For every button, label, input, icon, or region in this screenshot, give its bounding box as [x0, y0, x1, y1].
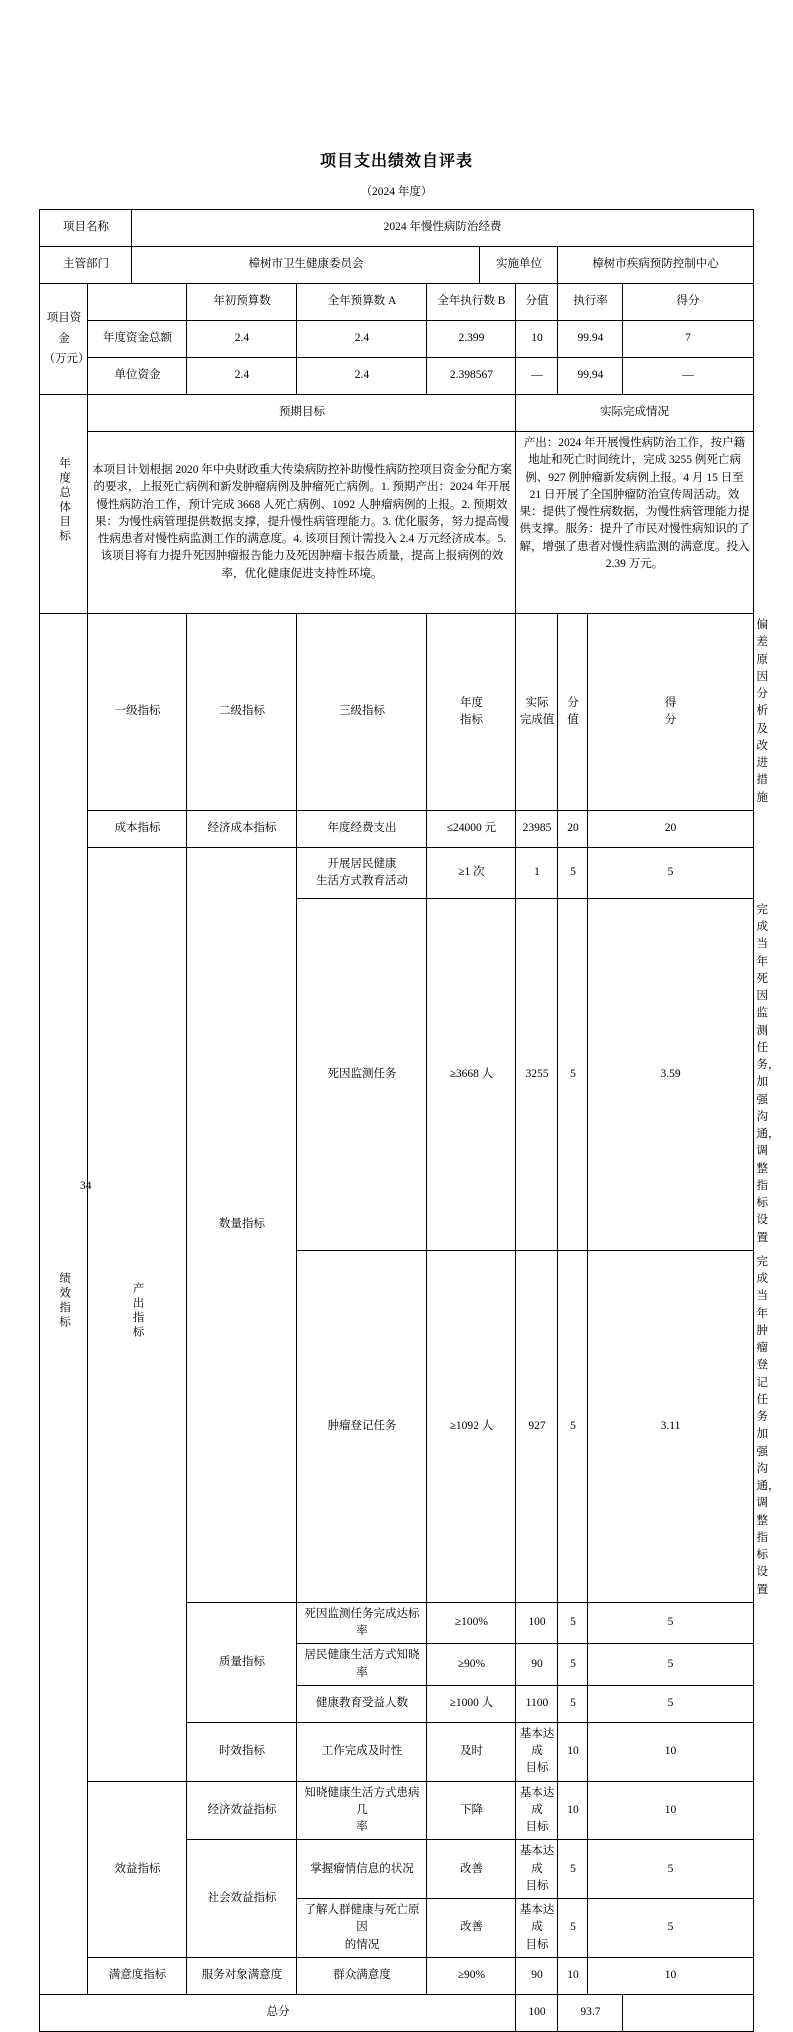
- funds-col-exec-rate: 执行率: [558, 284, 623, 321]
- col-level1-header: 一级指标: [88, 614, 187, 811]
- score-points: 5: [588, 1840, 753, 1899]
- level3-lifestyle-awareness: 居民健康生活方式知晓率: [297, 1644, 427, 1686]
- level1-satisfaction: 满意度指标: [88, 1957, 187, 1994]
- col-annual-target-header: 年度 指标: [427, 614, 516, 811]
- expected-goal-header: 预期目标: [88, 395, 516, 432]
- level2-economic-benefit: 经济效益指标: [187, 1781, 297, 1840]
- annual-goal-label: 年度总体目标: [40, 395, 88, 614]
- level3-tumor-info: 掌握瘤情信息的状况: [297, 1840, 427, 1899]
- target-value: ≥1000 人: [427, 1685, 516, 1722]
- dept-value: 樟树市卫生健康委员会: [132, 247, 480, 284]
- funds-row-begin-budget: 2.4: [187, 321, 297, 358]
- value-points: 5: [558, 1644, 588, 1686]
- actual-value: 基本达成 目标: [516, 1781, 558, 1840]
- funds-col-year-budget: 全年预算数 A: [297, 284, 427, 321]
- total-note: [623, 1994, 753, 2031]
- actual-value: 3255: [516, 898, 558, 1250]
- target-value: ≥1 次: [427, 847, 516, 898]
- score-points: 10: [588, 1781, 753, 1840]
- value-points: 5: [558, 1840, 588, 1899]
- total-score: 93.7: [558, 1994, 623, 2031]
- performance-self-evaluation-table: [39, 209, 780, 2032]
- page-title: 项目支出绩效自评表: [319, 153, 473, 170]
- table-row-indicator: [40, 847, 753, 898]
- level3-health-education-activity: 开展居民健康 生活方式教育活动: [297, 847, 427, 898]
- funds-col-score: 得分: [623, 284, 753, 321]
- col-level2-header: 二级指标: [187, 614, 297, 811]
- level3-annual-expense: 年度经费支出: [297, 810, 427, 847]
- funds-row-name: 年度资金总额: [88, 321, 187, 358]
- value-points: 5: [558, 1602, 588, 1644]
- funds-label-line1: 项目资金: [46, 311, 82, 345]
- level3-death-monitoring: 死因监测任务: [297, 898, 427, 1250]
- value-points: 5: [558, 1685, 588, 1722]
- table-row-total: [40, 1994, 753, 2031]
- table-row-indicator: 死因监测任务 ≥3668 人 3255 5 3.59 完成当年死因监测任务，加强沟通，调整指标设置: [40, 898, 753, 1250]
- total-label: 总分: [40, 1994, 516, 2031]
- table-row-indicator: [40, 1781, 753, 1840]
- funds-row-executed: 2.399: [427, 321, 516, 358]
- document-page: [0, 148, 793, 2019]
- target-value: ≥100%: [427, 1602, 516, 1644]
- actual-value: 基本达成 目标: [516, 1840, 558, 1899]
- funds-row-exec-rate: 99.94: [558, 358, 623, 395]
- funds-row-year-budget: 2.4: [297, 358, 427, 395]
- unit-value: 樟树市疾病预防控制中心: [558, 247, 753, 284]
- actual-value: 基本达成 目标: [516, 1722, 558, 1781]
- value-points: 5: [558, 847, 588, 898]
- score-points: 3.11: [588, 1250, 753, 1602]
- level3-death-monitoring-rate: 死因监测任务完成达标率: [297, 1602, 427, 1644]
- page-number: 34: [80, 1180, 92, 1192]
- funds-col-executed: 全年执行数 B: [427, 284, 516, 321]
- level2-economic-cost: 经济成本指标: [187, 810, 297, 847]
- table-row-department: [40, 247, 753, 284]
- score-points: 5: [588, 1602, 753, 1644]
- score-points: 5: [588, 1899, 753, 1958]
- funds-row-executed: 2.398567: [427, 358, 516, 395]
- level3-health-death-cause: 了解人群健康与死亡原因 的情况: [297, 1899, 427, 1958]
- actual-result-text: 产出：2024 年开展慢性病防治工作，按户籍地址和死亡时间统计，完成 3255 例死亡病例、927 例肿瘤新发病例上报。4 月 15 日至 21 日开展了全国肿瘤防治宣传周活动。效果：提供了慢性病数据，为慢性病管理能力提供支撑。服务：提升了市民对慢性病知识的了解，增强了患者对慢性病监测的满意度。投入 2.39 万元。: [516, 432, 753, 614]
- funds-row-score-value: 10: [516, 321, 558, 358]
- actual-value: 90: [516, 1644, 558, 1686]
- funds-row-year-budget: 2.4: [297, 321, 427, 358]
- funds-row-exec-rate: 99.94: [558, 321, 623, 358]
- target-value: ≥90%: [427, 1644, 516, 1686]
- actual-value: 90: [516, 1957, 558, 1994]
- value-points: 20: [558, 810, 588, 847]
- actual-value: 23985: [516, 810, 558, 847]
- level1-benefit: 效益指标: [88, 1781, 187, 1957]
- value-points: 10: [558, 1957, 588, 1994]
- target-value: ≥90%: [427, 1957, 516, 1994]
- project-name-value: 2024 年慢性病防治经费: [132, 210, 753, 247]
- funds-label-line2: （万元）: [43, 353, 90, 366]
- table-row-project-name: [40, 210, 753, 247]
- level3-timely-completion: 工作完成及时性: [297, 1722, 427, 1781]
- table-row-indicators-header: 绩效指标 一级指标 二级指标 三级指标 年度 指标 实际 完成值 分 值 得 分 偏差原因分析 及改进措施: [40, 614, 753, 811]
- page-subtitle: （2024 年度）: [360, 186, 433, 198]
- score-points: 5: [588, 1644, 753, 1686]
- target-value: ≥3668 人: [427, 898, 516, 1250]
- target-value: 及时: [427, 1722, 516, 1781]
- target-value: ≥1092 人: [427, 1250, 516, 1602]
- table-row-funds-unit: [40, 358, 753, 395]
- level2-service-satisfaction: 服务对象满意度: [187, 1957, 297, 1994]
- table-row-goals-body: [40, 432, 753, 614]
- value-points: 5: [558, 1899, 588, 1958]
- table-row-goals-header: [40, 395, 753, 432]
- score-points: 10: [588, 1957, 753, 1994]
- score-points: 10: [588, 1722, 753, 1781]
- table-row-indicator: [40, 1957, 753, 1994]
- target-value: ≤24000 元: [427, 810, 516, 847]
- level3-tumor-registration: 肿瘤登记任务: [297, 1250, 427, 1602]
- level2-social-benefit: 社会效益指标: [187, 1840, 297, 1958]
- target-value: 下降: [427, 1781, 516, 1840]
- actual-value: 1: [516, 847, 558, 898]
- level1-cost: 成本指标: [88, 810, 187, 847]
- value-points: 5: [558, 1250, 588, 1602]
- funds-row-score-value: —: [516, 358, 558, 395]
- funds-label: [40, 284, 88, 395]
- actual-value: 100: [516, 1602, 558, 1644]
- unit-label: 实施单位: [480, 247, 558, 284]
- level3-education-beneficiaries: 健康教育受益人数: [297, 1685, 427, 1722]
- value-points: 5: [558, 898, 588, 1250]
- level2-quantity: 数量指标: [187, 847, 297, 1602]
- level1-output: 产出指标: [88, 847, 187, 1781]
- funds-row-score: 7: [623, 321, 753, 358]
- dept-label: 主管部门: [40, 247, 132, 284]
- col-level3-header: 三级指标: [297, 614, 427, 811]
- score-points: 5: [588, 1685, 753, 1722]
- actual-value: 基本达成 目标: [516, 1899, 558, 1958]
- actual-value: 927: [516, 1250, 558, 1602]
- table-row-funds-total: [40, 321, 753, 358]
- score-points: 20: [588, 810, 753, 847]
- expected-goal-text: 本项目计划根据 2020 年中央财政重大传染病防控补助慢性病防控项目资金分配方案的要求，上报死亡病例和新发肿瘤病例及肿瘤死亡病例。1. 预期产出：2024 年开展慢性病防治工作，预计完成 3668 人死亡病例、1092 人肿瘤病例的上报。2. 预期效果：为慢性病管理提供数据支撑，提升慢性病管理能力。3. 优化服务，努力提高慢性病患者对慢性病监测工作的满意度。4. 该项目预计需投入 2.4 万元经济成本。5. 该项目将有力提升死因肿瘤报告能力及死因肿瘤卡报告质量，提高上报病例的效率，优化健康促进支持性环境。: [88, 432, 516, 614]
- funds-row-name: 单位资金: [88, 358, 187, 395]
- actual-value: 1100: [516, 1685, 558, 1722]
- actual-result-header: 实际完成情况: [516, 395, 753, 432]
- col-score-header: 得 分: [588, 614, 753, 811]
- total-value: 100: [516, 1994, 558, 2031]
- funds-row-begin-budget: 2.4: [187, 358, 297, 395]
- level2-quality: 质量指标: [187, 1602, 297, 1722]
- table-row-indicator: 肿瘤登记任务 ≥1092 人 927 5 3.11 完成当年肿瘤登记任务加强沟通，调整指标设置: [40, 1250, 753, 1602]
- level3-disease-probability: 知晓健康生活方式患病几 率: [297, 1781, 427, 1840]
- table-row-funds-header: [40, 284, 753, 321]
- col-actual-header: 实际 完成值: [516, 614, 558, 811]
- table-row-indicator: [40, 810, 753, 847]
- funds-col-score-value: 分值: [516, 284, 558, 321]
- indicators-label: 绩效指标: [40, 614, 88, 1995]
- funds-row-score: —: [623, 358, 753, 395]
- col-value-header: 分 值: [558, 614, 588, 811]
- project-name-label: 项目名称: [40, 210, 132, 247]
- score-points: 5: [588, 847, 753, 898]
- score-points: 3.59: [588, 898, 753, 1250]
- target-value: 改善: [427, 1840, 516, 1899]
- value-points: 10: [558, 1722, 588, 1781]
- funds-empty-corner: [88, 284, 187, 321]
- value-points: 10: [558, 1781, 588, 1840]
- level3-public-satisfaction: 群众满意度: [297, 1957, 427, 1994]
- level2-timeliness: 时效指标: [187, 1722, 297, 1781]
- target-value: 改善: [427, 1899, 516, 1958]
- funds-col-begin-budget: 年初预算数: [187, 284, 297, 321]
